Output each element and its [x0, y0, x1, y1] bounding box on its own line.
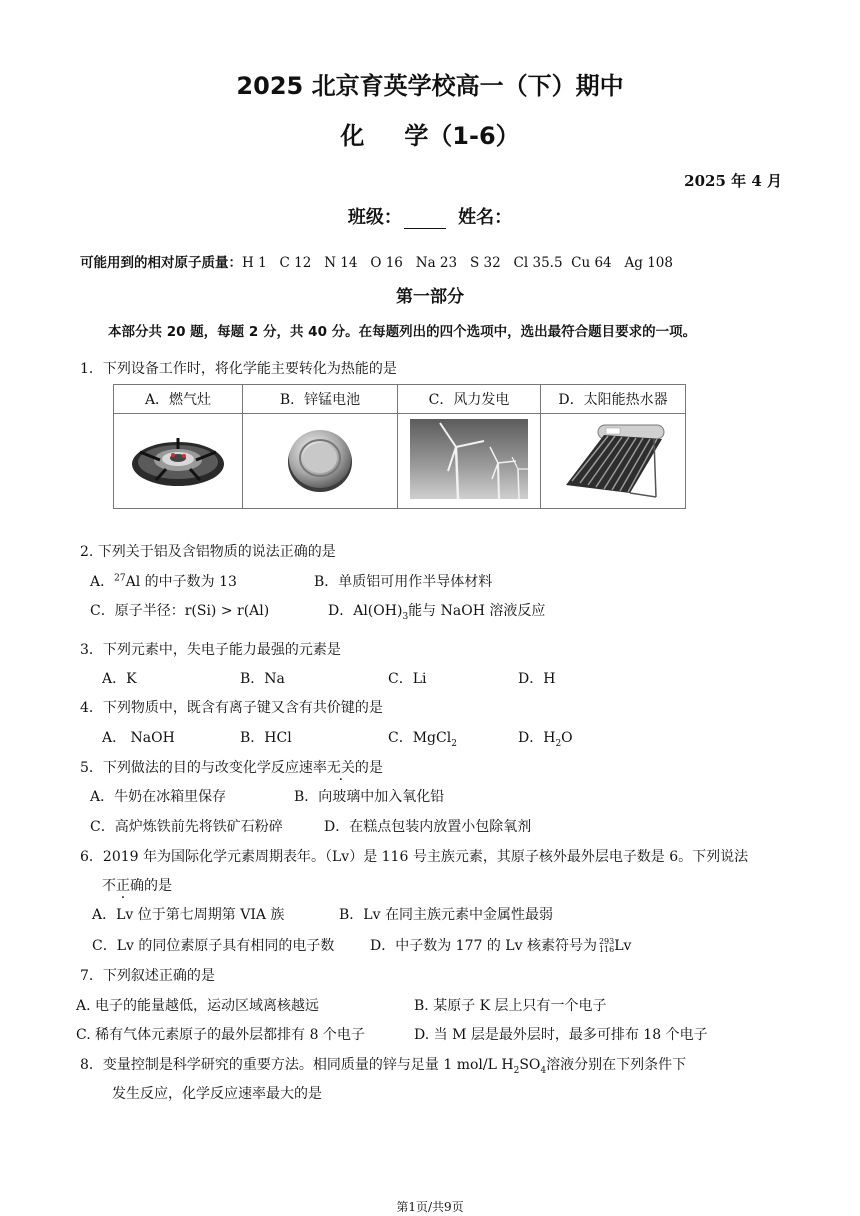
- question-7-option-d: D. 当 M 层是最外层时，最多可排布 18 个电子: [414, 1027, 708, 1043]
- class-blank: [404, 210, 446, 229]
- class-name-line: [0, 203, 860, 229]
- question-2-option-b: B．单质铝可用作半导体材料: [314, 574, 493, 590]
- question-5-option-d: D．在糕点包装内放置小包除氧剂: [324, 819, 532, 835]
- question-7-option-a: A. 电子的能量越低，运动区域离核越远: [76, 998, 320, 1014]
- subject-rest: 学（1-6）: [404, 122, 520, 150]
- question-6-stem: 6．2019 年为国际化学元素周期表年。（Lv）是 116 号主族元素，其原子核外最外层电子数是 6。下列说法: [80, 849, 749, 865]
- question-5-option-a: A．牛奶在冰箱里保存: [90, 789, 227, 805]
- question-3-option-c: C．Li: [388, 671, 427, 687]
- question-4-option-c: C．MgCl$_2$: [388, 730, 457, 749]
- question-3-option-b: B．Na: [240, 671, 285, 687]
- zinc-manganese-battery-image: [243, 414, 398, 509]
- option-a-label: A．燃气灶: [114, 385, 243, 414]
- question-6-option-b: B．Lv 在同主族元素中金属性最弱: [339, 907, 553, 923]
- emphasis-dotted: 不正确: [102, 878, 144, 894]
- question-2-option-d: D．$Al(OH)_3$能与 NaOH 溶液反应: [328, 603, 546, 622]
- name-label: 姓名：: [458, 207, 513, 228]
- solar-water-heater-image: [541, 414, 686, 509]
- question-7-option-b: B. 某原子 K 层上只有一个电子: [414, 998, 607, 1014]
- question-7-stem: 7．下列叙述正确的是: [80, 968, 215, 984]
- atomic-mass-line: [80, 251, 673, 271]
- question-6-option-d: D．中子数为 177 的 Lv 核素符号为 293 116Lv: [370, 937, 632, 954]
- option-b-label: B．锌锰电池: [243, 385, 398, 414]
- class-label: 班级：: [347, 207, 402, 228]
- exam-title: 2025 北京育英学校高一（下）期中: [236, 72, 624, 100]
- question-3-option-d: D．H: [518, 671, 556, 687]
- question-3-stem: 3．下列元素中，失电子能力最强的元素是: [80, 642, 341, 658]
- atomic-mass-values: H 1 C 12 N 14 O 16 Na 23 S 32 Cl 35.5 Cu 64 Ag 108: [242, 255, 673, 271]
- part-title: 第一部分: [396, 287, 464, 307]
- gas-stove-image: [114, 414, 243, 509]
- page-footer: 第1页/共9页: [396, 1200, 464, 1214]
- question-4-option-d: D．$H_2O$: [518, 730, 573, 749]
- question-5-option-b: B．向玻璃中加入氧化铅: [294, 789, 445, 805]
- question-3-option-a: A．K: [102, 671, 137, 687]
- question-8-stem-cont: 发生反应，化学反应速率最大的是: [112, 1086, 322, 1102]
- question-6-stem-cont: 不正确的是: [102, 878, 172, 894]
- question-1-table: [113, 384, 686, 509]
- question-2-stem: 2. 下列关于铝及含铝物质的说法正确的是: [80, 544, 336, 560]
- option-d-label: D．太阳能热水器: [541, 385, 686, 414]
- question-6-option-a: A．Lv 位于第七周期第 VIA 族: [92, 907, 285, 923]
- emphasis-dotted: 无关: [326, 760, 355, 776]
- wind-turbines-image: [398, 414, 541, 509]
- question-7-option-c: C. 稀有气体元素原子的最外层都排有 8 个电子: [76, 1027, 365, 1043]
- question-1-stem: 1．下列设备工作时，将化学能主要转化为热能的是: [80, 361, 397, 377]
- question-4-option-b: B．HCl: [240, 730, 292, 746]
- question-6-option-c: C．Lv 的同位素原子具有相同的电子数: [92, 938, 335, 954]
- atomic-mass-label: 可能用到的相对原子质量：: [80, 255, 242, 271]
- question-4-stem: 4．下列物质中，既含有离子键又含有共价键的是: [80, 700, 383, 716]
- subject-char: 化: [340, 122, 365, 150]
- question-2-option-c: C．原子半径：r(Si) > r(Al): [90, 603, 270, 619]
- option-c-label: C．风力发电: [398, 385, 541, 414]
- part-intro: 本部分共 20 题，每题 2 分，共 40 分。在每题列出的四个选项中，选出最符合题目要求的一项。: [108, 324, 697, 340]
- question-5-option-c: C．高炉炼铁前先将铁矿石粉碎: [90, 819, 283, 835]
- question-5-stem: 5．下列做法的目的与改变化学反应速率无关的是: [80, 760, 383, 776]
- question-2-option-a: A．$^{27}$Al 的中子数为 13: [90, 573, 237, 590]
- question-4-option-a: A． NaOH: [102, 730, 175, 746]
- subject-title: [0, 116, 860, 151]
- question-8-stem: 8．变量控制是科学研究的重要方法。相同质量的锌与足量 1 mol/L $H_2SO_4$溶液分别在下列条件下: [80, 1057, 687, 1076]
- exam-date: 2025 年 4 月: [684, 172, 782, 190]
